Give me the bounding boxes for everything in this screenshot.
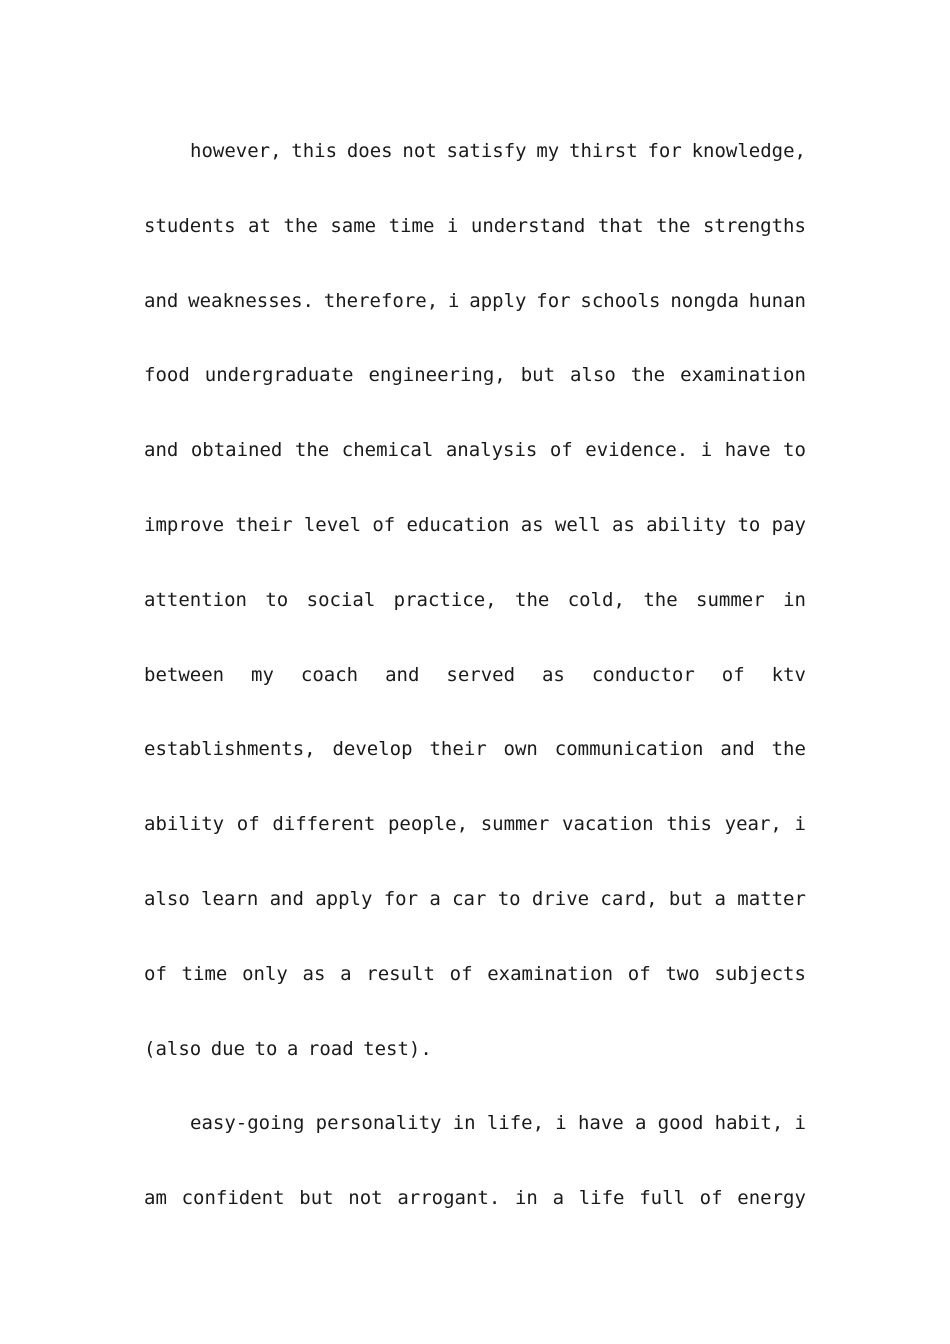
word: the bbox=[643, 588, 678, 611]
word: different bbox=[272, 813, 376, 836]
word: coach bbox=[300, 663, 359, 686]
word: summer bbox=[696, 588, 765, 611]
word: strengths bbox=[702, 214, 806, 237]
word: obtained bbox=[190, 439, 283, 462]
text-line bbox=[144, 712, 806, 787]
word: ability bbox=[144, 813, 225, 836]
word: conductor bbox=[591, 663, 695, 686]
word: understand bbox=[470, 214, 586, 237]
word: year, bbox=[724, 813, 782, 836]
word: and bbox=[144, 439, 179, 462]
paragraph bbox=[144, 114, 806, 1086]
word: in bbox=[452, 1112, 476, 1135]
word: the bbox=[656, 214, 691, 237]
word: two bbox=[665, 962, 700, 985]
word: i bbox=[555, 1112, 567, 1135]
word: am bbox=[144, 1187, 167, 1210]
word: but bbox=[668, 887, 704, 910]
word: establishments, bbox=[144, 738, 316, 761]
word: practice, bbox=[393, 588, 497, 611]
word: to bbox=[254, 1037, 278, 1060]
word: therefore, bbox=[323, 289, 439, 312]
word: served bbox=[446, 663, 516, 686]
word: vacation bbox=[562, 813, 654, 836]
word: their bbox=[235, 513, 293, 536]
word: also bbox=[144, 887, 190, 910]
word: knowledge, bbox=[691, 140, 806, 162]
word: have bbox=[577, 1112, 624, 1135]
word: for bbox=[647, 140, 682, 162]
word: to bbox=[265, 588, 289, 611]
word: this bbox=[291, 140, 338, 162]
word: energy bbox=[737, 1187, 806, 1210]
word: attention bbox=[144, 588, 247, 611]
word: test). bbox=[363, 1037, 432, 1060]
word: hunan bbox=[748, 289, 806, 312]
word: personality bbox=[315, 1112, 442, 1135]
word: however, bbox=[190, 140, 282, 162]
word: a bbox=[286, 1037, 299, 1060]
word: of bbox=[699, 1187, 723, 1210]
word: time bbox=[181, 962, 228, 985]
word: due bbox=[210, 1037, 246, 1060]
word: in bbox=[783, 588, 806, 611]
paragraph bbox=[144, 1086, 806, 1236]
word: thirst bbox=[569, 140, 638, 162]
word: only bbox=[242, 962, 288, 985]
word: that bbox=[597, 214, 644, 237]
word: of bbox=[721, 663, 745, 686]
word: at bbox=[248, 214, 271, 237]
word: i bbox=[700, 439, 713, 462]
word: to bbox=[737, 513, 761, 536]
word: i bbox=[794, 1112, 806, 1135]
word: i bbox=[448, 289, 460, 312]
word: schools bbox=[580, 289, 661, 312]
word: the bbox=[771, 738, 806, 761]
word: a bbox=[714, 887, 726, 910]
word: students bbox=[144, 214, 236, 237]
word: pay bbox=[771, 513, 806, 536]
word: i bbox=[446, 214, 459, 237]
word: cold, bbox=[567, 588, 625, 611]
word: education bbox=[406, 513, 510, 536]
word: full bbox=[639, 1187, 685, 1210]
word: as bbox=[520, 513, 544, 536]
word: but bbox=[299, 1187, 334, 1210]
text-line bbox=[144, 937, 806, 1012]
word: card, bbox=[600, 887, 658, 910]
word: of bbox=[144, 962, 167, 985]
word: examination bbox=[680, 364, 806, 387]
word: for bbox=[536, 289, 571, 312]
word: of bbox=[549, 439, 573, 462]
word: a bbox=[634, 1112, 647, 1135]
word: ktv bbox=[771, 663, 806, 686]
word: and bbox=[144, 289, 179, 312]
word: arrogant. bbox=[397, 1187, 501, 1210]
word: analysis bbox=[445, 439, 538, 462]
word: well bbox=[554, 513, 601, 536]
word: the bbox=[630, 364, 666, 387]
word: and bbox=[269, 887, 304, 910]
word: develop bbox=[332, 738, 413, 761]
word: the bbox=[283, 214, 318, 237]
word: evidence. bbox=[585, 439, 689, 462]
word: also bbox=[570, 364, 616, 387]
word: the bbox=[294, 439, 330, 462]
word: summer bbox=[480, 813, 550, 836]
word: life bbox=[578, 1187, 625, 1210]
word: subjects bbox=[714, 962, 806, 985]
text-line bbox=[144, 862, 806, 937]
word: my bbox=[251, 663, 274, 686]
word: for bbox=[383, 887, 419, 910]
word: improve bbox=[144, 513, 225, 536]
word: habit, bbox=[714, 1112, 784, 1135]
word: of bbox=[236, 813, 260, 836]
text-line bbox=[144, 1161, 806, 1236]
text-line bbox=[144, 338, 806, 413]
word: time bbox=[388, 214, 435, 237]
word: nongda bbox=[670, 289, 739, 312]
word: people, bbox=[387, 813, 469, 836]
word: social bbox=[306, 588, 376, 611]
text-line bbox=[144, 787, 806, 862]
word: and bbox=[385, 663, 420, 686]
word: not bbox=[402, 140, 437, 162]
word: i bbox=[794, 813, 806, 836]
word: a bbox=[340, 962, 352, 985]
word: of bbox=[372, 513, 396, 536]
word: same bbox=[330, 214, 377, 237]
word: road bbox=[307, 1037, 354, 1060]
word: as bbox=[611, 513, 635, 536]
word: apply bbox=[315, 887, 373, 910]
word: engineering, bbox=[368, 364, 506, 387]
word: confident bbox=[181, 1187, 285, 1210]
word: learn bbox=[201, 887, 259, 910]
word: weaknesses. bbox=[188, 289, 314, 312]
word: as bbox=[302, 962, 326, 985]
word: (also bbox=[144, 1037, 202, 1060]
text-line bbox=[144, 114, 806, 189]
word: chemical bbox=[341, 439, 434, 462]
text-line bbox=[144, 563, 806, 638]
word: of bbox=[449, 962, 473, 985]
word: to bbox=[783, 439, 806, 462]
word: own bbox=[503, 738, 538, 761]
word: a bbox=[429, 887, 441, 910]
word: have bbox=[724, 439, 771, 462]
word: good bbox=[657, 1112, 704, 1135]
word: easy-going bbox=[190, 1112, 305, 1135]
word: level bbox=[303, 513, 362, 536]
text-line bbox=[144, 1086, 806, 1161]
word: apply bbox=[469, 289, 527, 312]
word: and bbox=[720, 738, 755, 761]
text-line bbox=[144, 189, 806, 264]
word: to bbox=[497, 887, 521, 910]
word: of bbox=[627, 962, 651, 985]
word: matter bbox=[737, 887, 806, 910]
word: in bbox=[514, 1187, 538, 1210]
word: their bbox=[429, 738, 487, 761]
word: satisfy bbox=[446, 140, 527, 162]
word: drive bbox=[531, 887, 590, 910]
word: not bbox=[348, 1187, 383, 1210]
word: between bbox=[144, 663, 225, 686]
text-line bbox=[144, 1012, 806, 1087]
word: as bbox=[541, 663, 565, 686]
word: ability bbox=[646, 513, 727, 536]
text-line bbox=[144, 488, 806, 563]
word: food bbox=[144, 364, 190, 387]
word: my bbox=[536, 140, 560, 162]
word: this bbox=[666, 813, 712, 836]
word: but bbox=[520, 364, 556, 387]
text-line bbox=[144, 264, 806, 339]
body-text bbox=[144, 114, 806, 1236]
word: undergraduate bbox=[204, 364, 354, 387]
word: result bbox=[366, 962, 435, 985]
word: examination bbox=[487, 962, 614, 985]
word: car bbox=[452, 887, 487, 910]
word: a bbox=[552, 1187, 565, 1210]
text-line bbox=[144, 413, 806, 488]
word: communication bbox=[554, 738, 704, 761]
word: the bbox=[515, 588, 550, 611]
text-line bbox=[144, 638, 806, 713]
word: does bbox=[346, 140, 393, 162]
word: life, bbox=[486, 1112, 545, 1135]
